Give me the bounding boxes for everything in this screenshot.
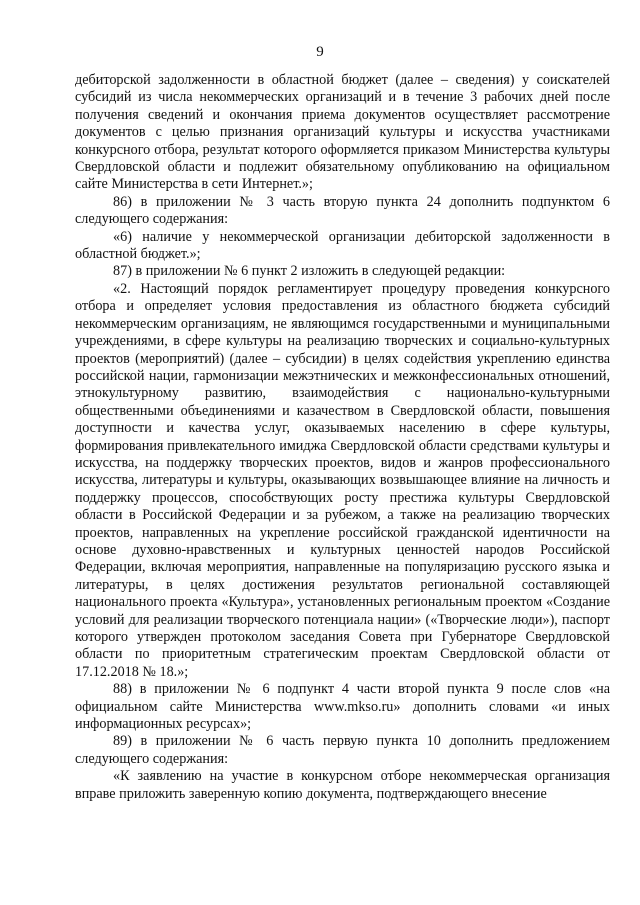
- paragraph-item-86: 86) в приложении № 3 часть вторую пункта 24 дополнить подпунктом 6 следующего содержания:: [75, 193, 610, 228]
- paragraph-item-87: 87) в приложении № 6 пункт 2 изложить в следующей редакции:: [113, 263, 506, 280]
- paragraph-item-86-content: «6) наличие у некоммерческой организации дебиторской задолженности в областной бюджет.»;: [75, 228, 610, 263]
- paragraph-item-89-content: «К заявлению на участие в конкурсном отборе некоммерческая организация вправе приложить заверенную копию документа, подтверждающего внесение: [75, 768, 610, 802]
- document-body: [75, 72, 610, 803]
- paragraph-item-89: 89) в приложении № 6 часть первую пункта 10 дополнить предложением следующего содержания:: [75, 733, 610, 767]
- paragraph-continuation: дебиторской задолженности в областной бюджет (далее – сведения) у соискателей субсидий из числа некоммерческих организаций и в течение 3 рабочих дней после получения сведений и окончания приема документов осуществляет рассмотрение документов с целью признания организаций культуры и искусства участниками конкурсного отбора, результат которого оформляется приказом Министерства культуры Свердловской области и подлежит обязательному опубликованию на официальном сайте Министерства в сети Интернет.»;: [75, 72, 610, 193]
- paragraph-item-88: 88) в приложении № 6 подпункт 4 части второй пункта 9 после слов «на официальном сайте Министерства www.mkso.ru» дополнить словами «и иных информационных ресурсах»;: [75, 681, 610, 733]
- paragraph-item-87-content: «2. Настоящий порядок регламентирует процедуру проведения конкурсного отбора и определяет условия предоставления из областного бюджета субсидий некоммерческим организациям, не являющимся государственными и муниципальными учреждениями, в сфере культуры на реализацию творческих и социально-культурных проектов (мероприятий) (далее – субсидии) в целях содействия укреплению единства российской нации, гармонизации межэтнических и межконфессиональных отношений, этнокультурному развитию, взаимодействия с национально-культурными общественными объединениями и казачеством в Свердловской области, повышения доступности и качества услуг, оказываемых населению в сфере культуры, формирования привлекательного имиджа Свердловской области средствами культуры и искусства, на поддержку творческих проектов, видов и жанров профессионального искусства, литературы и культуры, оказывающих возвышающее влияние на личность и поддержку процессов, способствующих росту престижа культуры Свердловской области в Российской Федерации и за рубежом, а также на реализацию творческих проектов, направленных на укрепление российской гражданской идентичности на основе духовно-нравственных и культурных ценностей народов Российской Федерации, включая мероприятия, направленные на популяризацию русского языка и литературы, в целях достижения результатов региональной составляющей национального проекта «Культура», установленных региональным проектом «Создание условий для реализации творческого потенциала нации» («Творческие люди»), паспорт которого утвержден протоколом заседания Совета при Губернаторе Свердловской области по приоритетным стратегическим проектам Свердловской области от 17.12.2018 № 18.»;: [75, 280, 610, 680]
- page-number: 9: [316, 44, 324, 60]
